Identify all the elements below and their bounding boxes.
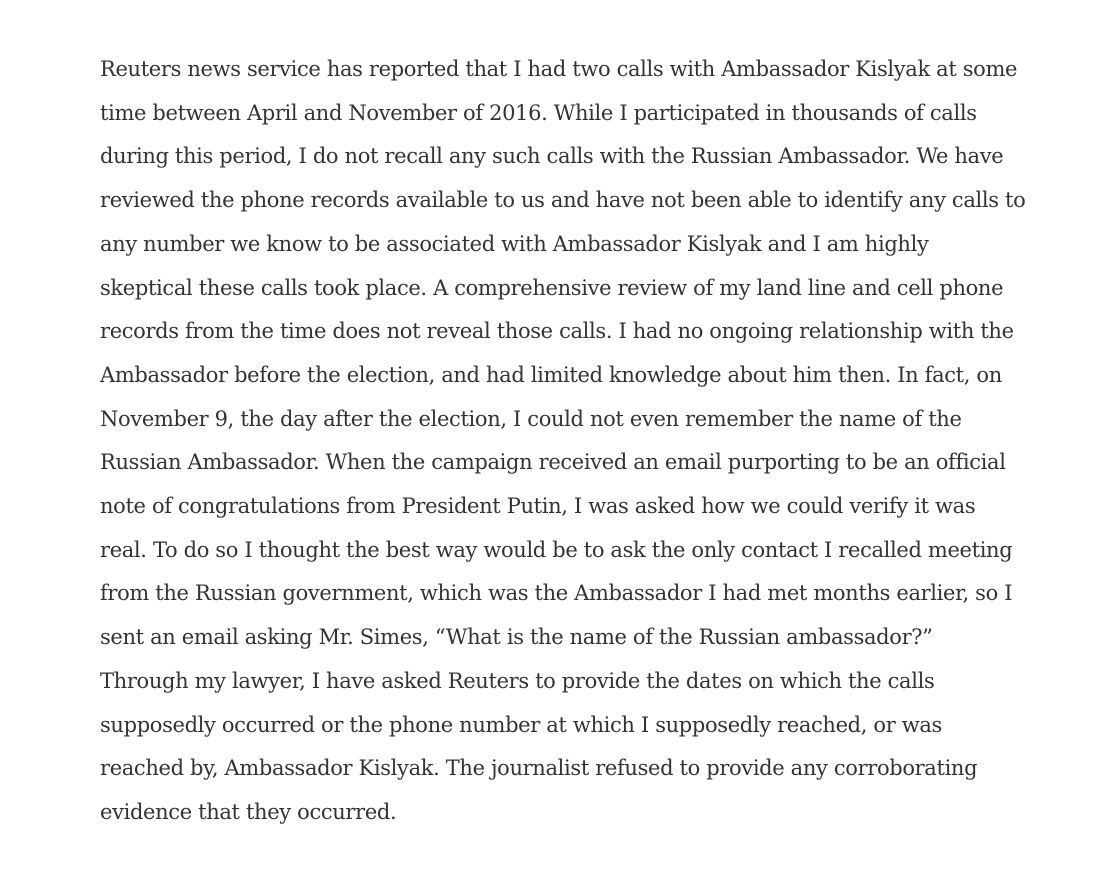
text-line-11: note of congratulations from President Putin, I was asked how we could verify it was: [100, 494, 976, 519]
text-line-4: reviewed the phone records available to us and have not been able to identify any calls to: [100, 188, 1026, 213]
text-line-17: reached by, Ambassador Kislyak. The journalist refused to provide any corroborating: [100, 756, 978, 781]
text-line-5: any number we know to be associated with Ambassador Kislyak and I am highly: [100, 231, 929, 256]
statement-paragraph: [100, 48, 1040, 835]
text-line-3: during this period, I do not recall any such calls with the Russian Ambassador. We have: [100, 144, 1004, 169]
text-line-15: Through my lawyer, I have asked Reuters to provide the dates on which the calls: [100, 668, 935, 693]
statement-document: [100, 48, 1040, 835]
text-line-7: records from the time does not reveal those calls. I had no ongoing relationship with the: [100, 319, 1014, 344]
text-line-6: skeptical these calls took place. A comprehensive review of my land line and cell phone: [100, 275, 1004, 300]
text-line-13: from the Russian government, which was the Ambassador I had met months earlier, so I: [100, 581, 1013, 606]
text-line-12: real. To do so I thought the best way would be to ask the only contact I recalled meeting: [100, 537, 1013, 562]
text-line-18: evidence that they occurred.: [100, 799, 397, 824]
text-line-1: Reuters news service has reported that I had two calls with Ambassador Kislyak at some: [100, 57, 1018, 81]
text-line-2: time between April and November of 2016. While I participated in thousands of calls: [100, 100, 977, 125]
text-line-9: November 9, the day after the election, I could not even remember the name of the: [100, 406, 962, 431]
text-line-16: supposedly occurred or the phone number at which I supposedly reached, or was: [100, 712, 942, 737]
text-line-14: sent an email asking Mr. Simes, “What is the name of the Russian ambassador?”: [100, 625, 933, 650]
text-line-10: Russian Ambassador. When the campaign received an email purporting to be an official: [100, 450, 1006, 475]
text-line-8: Ambassador before the election, and had limited knowledge about him then. In fact, on: [100, 362, 1002, 387]
